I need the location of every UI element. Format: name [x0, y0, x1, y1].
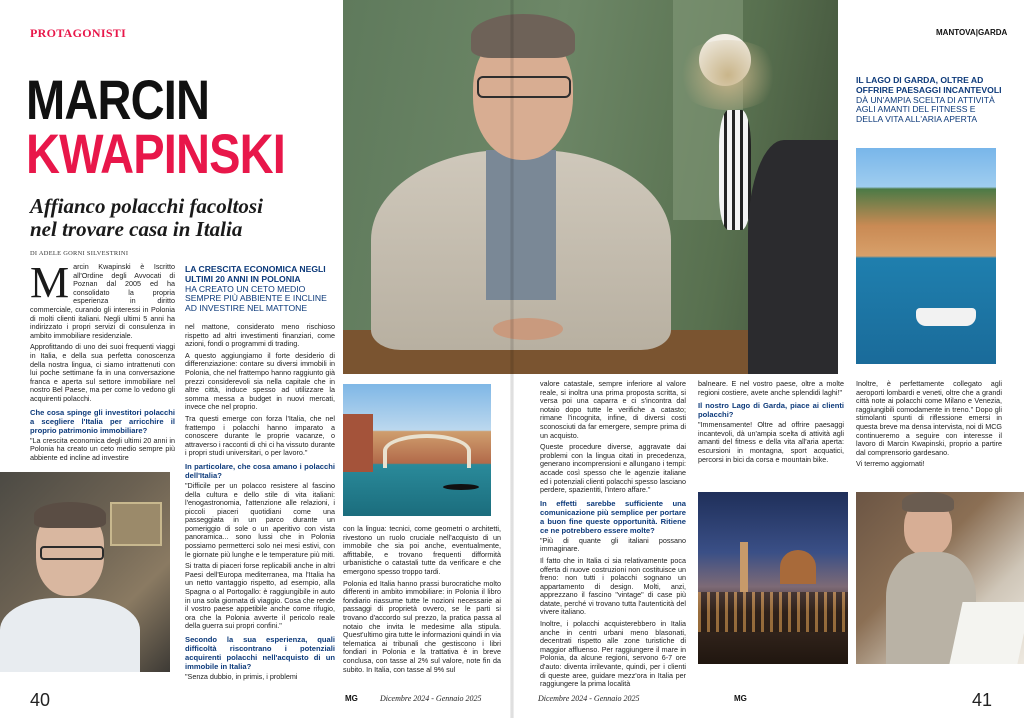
- answer-2-paragraph-2: Si tratta di piaceri forse replicabili anche in altri Paesi dell'Europa mediterranea, ma l'Italia ha un netto vantaggio rispetto, ad esempio, alla Spagna o al Portogallo: è raggiungibile in auto in una sola giornata di viaggio. Cosa che rende il vostro paese appetibile anche come rifugio, ora che la Polonia avverte il pericolo reale della guerra sui propri confini.": [185, 561, 335, 631]
- section-label: PROTAGONISTI: [30, 26, 127, 40]
- column-5-paragraph-1: balneare. E nel vostro paese, oltre a molte regioni costiere, avete anche splendidi laghi!": [698, 379, 844, 397]
- subtitle-line-2: nel trovare casa in Italia: [30, 217, 243, 241]
- answer-4-paragraph-1: "Più di quante gli italiani possano immaginare.: [540, 535, 686, 554]
- answer-3-start: "Senza dubbio, in primis, i problemi: [185, 672, 298, 681]
- date-right: Dicembre 2024 - Gennaio 2025: [538, 694, 640, 703]
- venice-photo: [343, 384, 491, 516]
- question-4: In effetti sarebbe sufficiente una comunicazione più semplice per portare a buon fine queste opportunità. Ritiene ce ne potrebbero essere molte?: [540, 498, 686, 535]
- portrait-photo-small: [0, 472, 170, 672]
- garda-pull-quote-bold: IL LAGO DI GARDA, OLTRE AD OFFRIRE PAESAGGI INCANTEVOLI: [856, 75, 1002, 95]
- section-label-right: MANTOVA|GARDA: [936, 28, 1008, 37]
- question-3: Secondo la sua esperienza, quali difficoltà riscontrano i potenziali acquirenti polacchi nell'acquisto di un immobile in Italia?: [185, 635, 335, 671]
- logo-right: MG: [734, 694, 747, 703]
- column-4-paragraph-1: valore catastale, sempre inferiore al valore reale, si inoltra una prima proposta scritta, si versa poi una caparra e ci s'incontra dal notaio dopo tutte le verifiche a catasto; rimane l'incognita, infine, di diversi costi sconosciuti da far emergere, sempre prima di un acquisto.: [540, 379, 686, 440]
- intro-paragraph-2: Approfittando di uno dei suoi frequenti viaggi in Italia, e della sua perfetta conoscenza della nostra lingua, ci siamo intrattenuti con lui poche settimane fa in una conversazione franca e aperta sul settore immobiliare nel nostro Bel Paese, ma per come lo vedono gli acquirenti polacchi.: [30, 342, 175, 403]
- column-6-paragraph-2: Vi terremo aggiornati!: [856, 459, 925, 469]
- right-column-2: [698, 380, 844, 467]
- column-2-paragraph-3: Tra questi emerge con forza l'Italia, che nel frattempo i polacchi hanno imparato a conoscere durante le proprie vacanze, o attraverso i racconti di chi ci ha vissuto durante i propri studi universitari, o per lavoro.": [185, 413, 335, 458]
- question-1: Che cosa spinge gli investitori polacchi a scegliere l'Italia per arricchire il proprio patrimonio immobiliare?: [30, 407, 175, 435]
- pull-quote-bold: LA CRESCITA ECONOMICA NEGLI ULTIMI 20 ANNI IN POLONIA: [185, 264, 326, 284]
- left-column-2: [185, 323, 335, 685]
- name-first: MARCIN: [26, 68, 210, 131]
- lake-garda-photo: [856, 148, 996, 364]
- office-photo: [856, 492, 1024, 664]
- page-number-left: 40: [30, 690, 51, 710]
- pull-quote-text: HA CREATO UN CETO MEDIO SEMPRE PIÙ ABBIENTE E INCLINE AD INVESTIRE NEL MATTONE: [185, 283, 327, 314]
- page-number-right: 41: [972, 690, 993, 710]
- garda-pull-quote: [856, 76, 1004, 125]
- florence-photo: [698, 492, 848, 664]
- answer-1: "La crescita economica degli ultimi 20 anni in Polonia ha creato un ceto medio sempre più abbiente ed incline ad investire: [30, 435, 175, 462]
- column-2-paragraph-1: nel mattone, considerato meno rischioso rispetto ad altri investimenti finanziari, come azioni, fondi o programmi di trading.: [185, 322, 335, 349]
- pull-quote: [185, 265, 335, 314]
- question-2: In particolare, che cosa amano i polacchi dell'Italia?: [185, 461, 335, 480]
- intro-paragraph-1: arcin Kwapinski è Iscritto all'Ordine degli Avvocati di Poznan dal 2005 ed ha consolidato la propria esperienza in diritto commerciale, curando gli interessi in Polonia di molti clienti italiani. Negli ultimi 5 anni ha indirizzato i propri servizi di consulenza in ambito immobiliare residenziale.: [30, 262, 175, 340]
- left-column-1: [30, 258, 175, 465]
- question-5: Il nostro Lago di Garda, piace ai clienti polacchi?: [698, 401, 844, 420]
- logo-left: MG: [345, 694, 358, 703]
- answer-2-paragraph-1: "Difficile per un polacco resistere al fascino della cultura e dello stile di vita italiani: l'enogastronomia, l'attenzione alle relazioni, i piccoli piaceri quotidiani come una passeggiata in un parco durante un pomeriggio di sole o un aperitivo con vista panoramica... sono lussi che in Polonia possiamo permetterci solo nei mesi estivi, con le giornate più lunghe e le temperature più miti.: [185, 480, 335, 559]
- page-gutter: [510, 0, 514, 718]
- byline: DI ADELE GORNI SILVESTRINI: [30, 250, 129, 257]
- answer-5: "Immensamente! Oltre ad offrire paesaggi incantevoli, dà un'ampia scelta di attività agli amanti del fitness e della vita all'aria aperta: escursioni in montagna, sport acquatici, percorsi in bici da corsa e mountain bike.: [698, 420, 844, 464]
- name-last: KWAPINSKI: [26, 122, 286, 185]
- subtitle-line-1: Affianco polacchi facoltosi: [30, 194, 263, 218]
- drop-cap: M: [30, 258, 70, 307]
- column-3-paragraph-1: con la lingua: tecnici, come geometri o architetti, rivestono un ruolo cruciale nell'acquisto di un immobile che sia poi anche, eventualmente, affittabile, e trovano frequenti difformità urbanistiche o catastali tutte da verificare e che emergono spesso troppo tardi.: [343, 524, 501, 576]
- right-column-1: [540, 380, 686, 692]
- right-column-3: [856, 380, 1002, 472]
- column-4-paragraph-2: Queste procedure diverse, aggravate dai problemi con la lingua citati in precedenza, generano incomprensioni e allungano i tempi: accade così spesso che le agenzie italiane ed i potenziali clienti polacchi spesso lasciano perdere, spazientiti, l'intero affare.": [540, 442, 686, 495]
- answer-4-paragraph-3: Inoltre, i polacchi acquisterebbero in Italia anche in centri urbani meno blasonati, decentrati rispetto alle zone turistiche di maggior affluenso. Per raggiungere il mare in Polonia, da alcune regioni, servono 6-7 ore d'auto: diventa irrilevante, quindi, per i clienti di queste aree, guidare mezz'ora in Italia per raggiungere la prima località: [540, 619, 686, 689]
- date-left: Dicembre 2024 - Gennaio 2025: [380, 694, 482, 703]
- garda-pull-quote-text: DÀ UN'AMPIA SCELTA DI ATTIVITÀ AGLI AMANTI DEL FITNESS E DELLA VITA ALL'ARIA APERTA: [856, 94, 995, 125]
- column-2-paragraph-2: A questo aggiungiamo il forte desiderio di differenziazione: contare su diversi immobili in Polonia, che nel frattempo hanno raggiunto già prezzi considerevoli sia nella capitale che in altre città, induce spesso ad utilizzare la somma messa a budget in nuovi mercati, invece che nel proprio.: [185, 350, 335, 412]
- column-6-paragraph-1: Inoltre, è perfettamente collegato agli aeroporti lombardi e veneti, oltre che a grandi città note ai polacchi come Milano e Venezia, raggiungibili comodamente in treno." Dopo gli stimolanti spunti di riflessione emersi in questa breve ma densa intervista, noi di MCG continueremo a seguire con interesse il lavoro di Marcin Kwapinski, proprio a partire dal comprensorio gardesano.: [856, 379, 1002, 457]
- main-portrait-photo: [343, 0, 838, 374]
- left-column-3: [343, 525, 501, 677]
- answer-4-paragraph-2: Il fatto che in Italia ci sia relativamente poca offerta di nuove costruzioni non costituisce un freno: non tutti i polacchi sognano un appartamento di design. Molti, anzi, apprezzano il fascino "vintage" di case più datate, perché vi trovano tutta l'autenticità del vivere italiano.: [540, 555, 686, 617]
- column-3-paragraph-2: Polonia ed Italia hanno prassi burocratiche molto differenti in ambito immobiliare: in Polonia il libro fondiario riassume tutte le nozioni necessarie ai passaggi di proprietà ovvero, se le parti si trovano d'accordo sul prezzo, la pratica passa al notaio che invita le medesime alla stipula. Quest'ultimo gira tutte le informazioni quindi in via telematica ai tribunali che gestiscono i libri fondiari in Polonia e la trattativa è in breve conclusa, con tasse al 2% sul valore, note fin da subito. In Italia, con tasse al 9% sul: [343, 578, 501, 674]
